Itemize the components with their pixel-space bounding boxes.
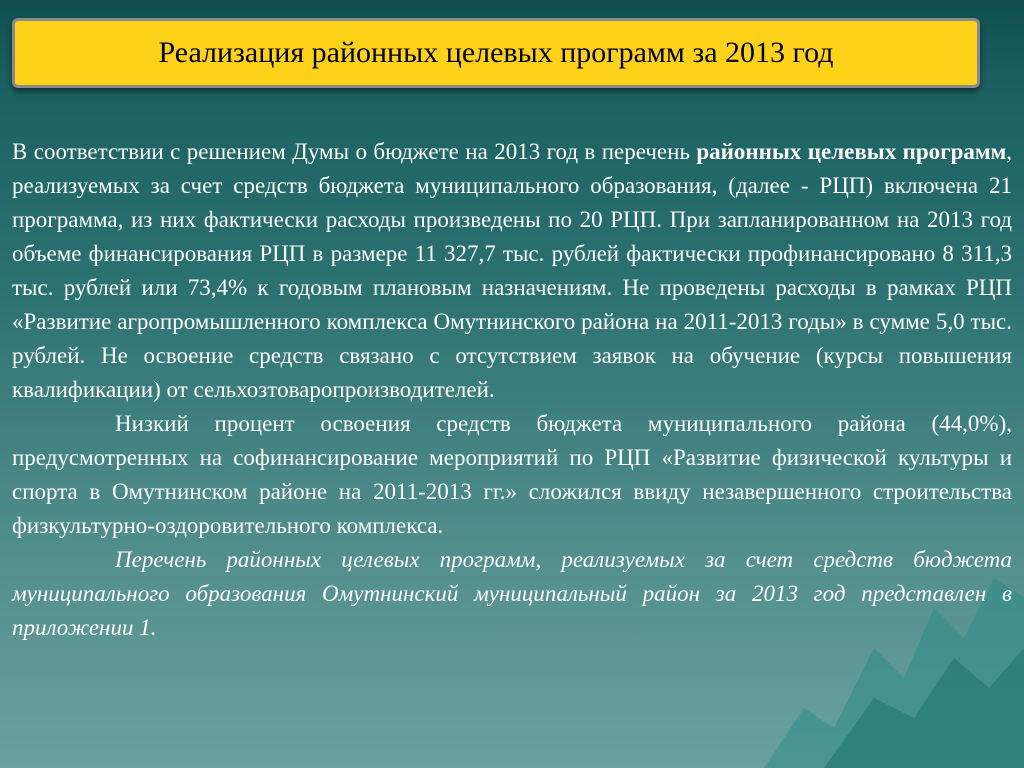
paragraph-1-part-1: В соответствии с решением Думы о бюджете на 2013 год в перечень — [12, 139, 697, 164]
paragraph-1 — [12, 135, 1012, 407]
paragraph-2-text: Низкий процент освоения средств бюджета муниципального района (44,0%), предусмотренных на софинансирование мероприятий по РЦП «Развитие физической культуры и спорта в Омутнинском районе на 2011-2013 гг.» сложился ввиду незавершенного строительства физкультурно-оздоровительного комплекса. — [12, 411, 1012, 538]
body-text — [12, 135, 1012, 645]
paragraph-3 — [12, 543, 1012, 645]
page-title: Реализация районных целевых программ за 2013 год — [158, 36, 834, 69]
title-box — [12, 18, 980, 88]
paragraph-3-text: Перечень районных целевых программ, реализуемых за счет средств бюджета муниципального образования Омутнинский муниципальный район за 2013 год представлен в приложении 1. — [12, 547, 1012, 640]
paragraph-1-part-2: , реализуемых за счет средств бюджета муниципального образования, (далее - РЦП) включена 21 программа, из них фактически расходы произведены по 20 РЦП. При запланированном на 2013 год объеме финансирования РЦП в размере 11 327,7 тыс. рублей фактически профинансировано 8 311,3 тыс. рублей или 73,4% к годовым плановым назначениям. Не проведены расходы в рамках РЦП «Развитие агропромышленного комплекса Омутнинского района на 2011-2013 годы» в сумме 5,0 тыс. рублей. Не освоение средств связано с отсутствием заявок на обучение (курсы повышения квалификации) от сельхозтоваропроизводителей. — [12, 139, 1013, 402]
paragraph-1-bold: районных целевых программ — [696, 139, 1007, 164]
paragraph-2 — [12, 407, 1012, 543]
